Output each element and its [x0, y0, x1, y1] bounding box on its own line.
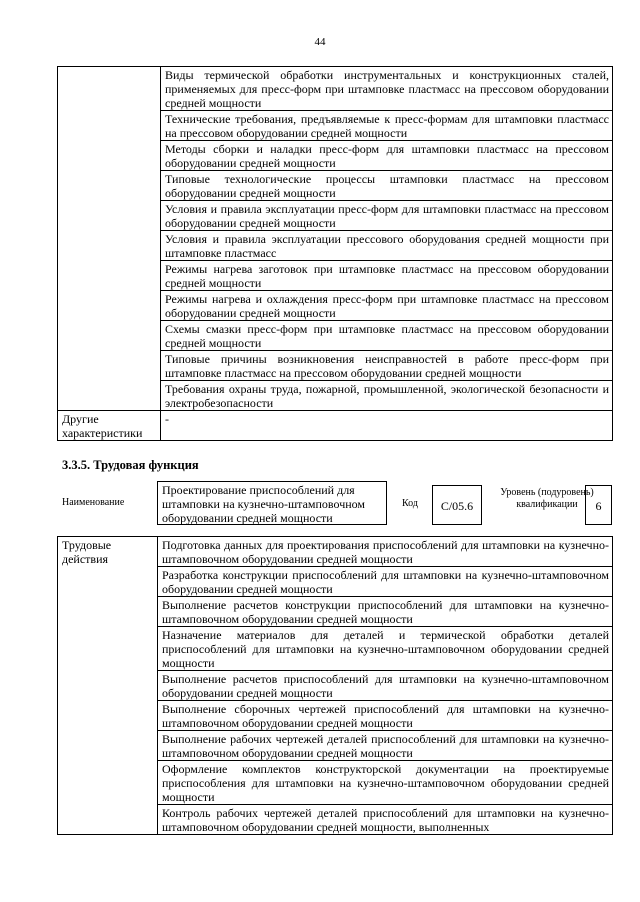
knowledge-item: Условия и правила эксплуатации прессового оборудования средней мощности при штамповке пластмасс	[161, 231, 613, 261]
knowledge-item: Виды термической обработки инструментальных и конструкционных сталей, применяемых для пресс-форм при штамповке пластмасс на прессовом оборудовании средней мощности	[161, 67, 613, 111]
other-value: -	[161, 411, 613, 441]
level-label: Уровень (подуровень) квалификации	[500, 487, 594, 510]
table-row	[58, 537, 613, 567]
knowledge-item: Технические требования, предъявляемые к пресс-формам для штамповки пластмасс на прессовом оборудовании средней мощности	[161, 111, 613, 141]
action-item: Контроль рабочих чертежей деталей приспособлений для штамповки на кузнечно-штамповочном оборудовании средней мощности, выполненных	[158, 805, 613, 835]
actions-label: Трудовые действия	[58, 537, 158, 835]
action-item: Назначение материалов для деталей и термической обработки деталей приспособлений для штамповки на кузнечно-штамповочном оборудовании средней мощности	[158, 627, 613, 671]
action-item: Разработка конструкции приспособлений для штамповки на кузнечно-штамповочном оборудовании средней мощности	[158, 567, 613, 597]
knowledge-item: Методы сборки и наладки пресс-форм для штамповки пластмасс на прессовом оборудовании средней мощности	[161, 141, 613, 171]
function-code: С/05.6	[432, 485, 482, 525]
knowledge-item: Режимы нагрева заготовок при штамповке пластмасс на прессовом оборудовании средней мощности	[161, 261, 613, 291]
section-title: 3.3.5. Трудовая функция	[62, 458, 199, 472]
action-item: Выполнение рабочих чертежей деталей приспособлений для штамповки на кузнечно-штамповочном оборудовании средней мощности	[158, 731, 613, 761]
action-item: Выполнение сборочных чертежей приспособлений для штамповки на кузнечно-штамповочном оборудовании средней мощности	[158, 701, 613, 731]
actions-table	[57, 536, 613, 835]
knowledge-item: Требования охраны труда, пожарной, промышленной, экологической безопасности и электробезопасности	[161, 381, 613, 411]
function-level: 6	[585, 485, 612, 525]
other-label: Другие характеристики	[58, 411, 161, 441]
page-number: 44	[314, 36, 326, 48]
name-label: Наименование	[62, 497, 125, 508]
knowledge-item: Типовые технологические процессы штамповки пластмасс на прессовом оборудовании средней мощности	[161, 171, 613, 201]
action-item: Выполнение расчетов конструкции приспособлений для штамповки на кузнечно-штамповочном оборудовании средней мощности	[158, 597, 613, 627]
function-header	[57, 481, 612, 529]
action-item: Подготовка данных для проектирования приспособлений для штамповки на кузнечно-штамповочном оборудовании средней мощности	[158, 537, 613, 567]
function-name: Проектирование приспособлений для штамповки на кузнечно-штамповочном оборудовании средней мощности	[157, 481, 387, 525]
table-row	[58, 411, 613, 441]
knowledge-item: Режимы нагрева и охлаждения пресс-форм при штамповке пластмасс на прессовом оборудовании средней мощности	[161, 291, 613, 321]
action-item: Оформление комплектов конструкторской документации на проектируемые приспособления для штамповки на кузнечно-штамповочном оборудовании средней мощности	[158, 761, 613, 805]
empty-label-cell	[58, 67, 161, 411]
knowledge-table	[57, 66, 613, 441]
code-label: Код	[402, 498, 418, 509]
knowledge-item: Условия и правила эксплуатации пресс-форм для штамповки пластмасс на прессовом оборудовании средней мощности	[161, 201, 613, 231]
knowledge-item: Схемы смазки пресс-форм при штамповке пластмасс на прессовом оборудовании средней мощности	[161, 321, 613, 351]
table-row	[58, 67, 613, 111]
knowledge-item: Типовые причины возникновения неисправностей в работе пресс-форм при штамповке пластмасс на прессовом оборудовании средней мощности	[161, 351, 613, 381]
action-item: Выполнение расчетов приспособлений для штамповки на кузнечно-штамповочном оборудовании средней мощности	[158, 671, 613, 701]
